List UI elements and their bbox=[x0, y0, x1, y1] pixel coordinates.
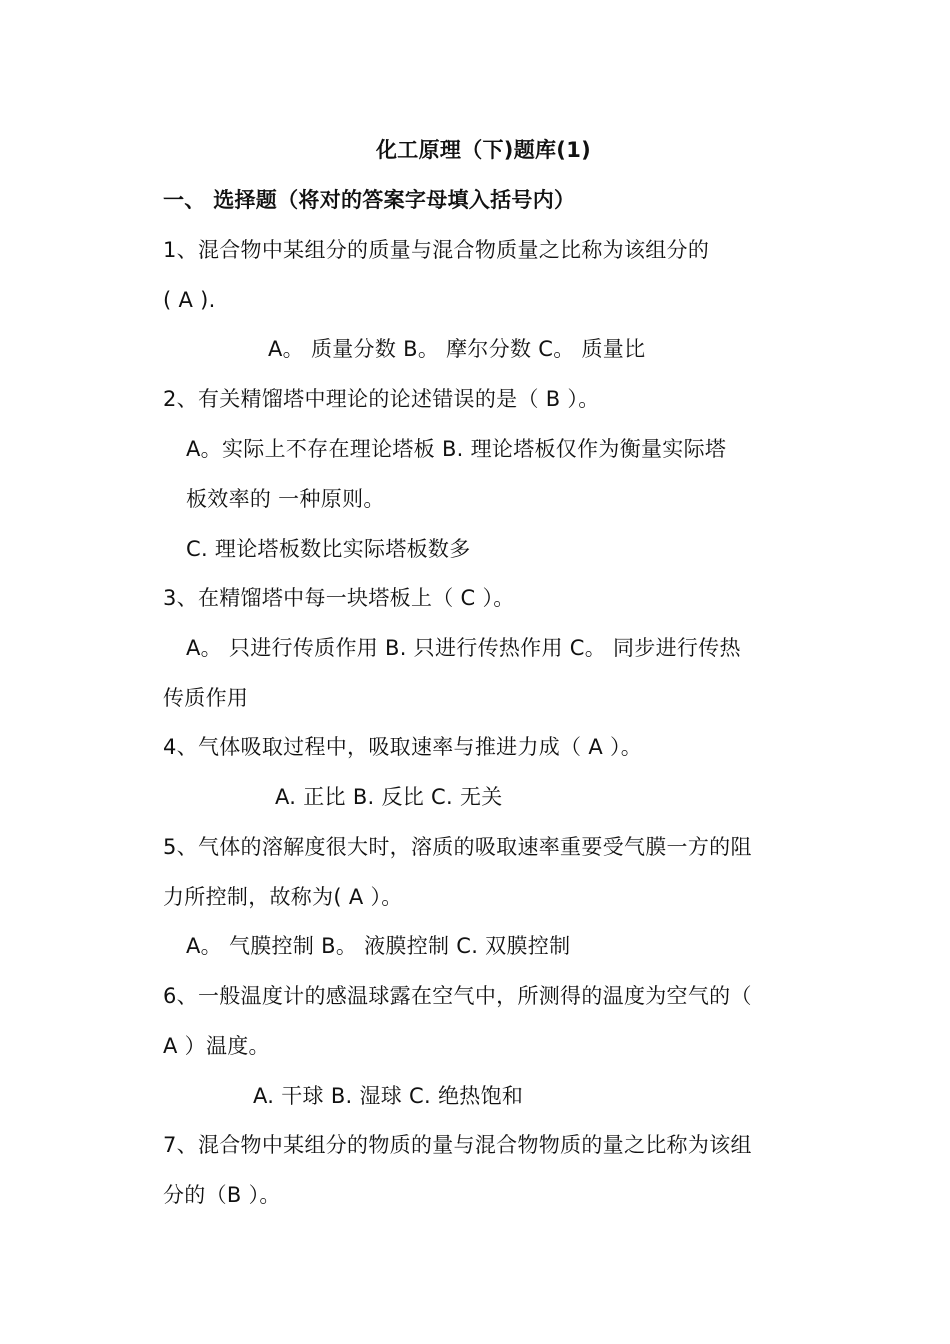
question-text: 力所控制，故称为( A ）。 bbox=[163, 885, 403, 909]
question-text: 6、一般温度计的感温球露在空气中，所测得的温度为空气的（ bbox=[163, 984, 752, 1008]
question-text: A ）温度。 bbox=[163, 1034, 270, 1058]
answer-options: A。实际上不存在理论塔板 B. 理论塔板仅作为衡量实际塔 bbox=[186, 437, 727, 461]
answer-options: 板效率的 一种原则。 bbox=[186, 487, 385, 511]
question-text: 分的（B ）。 bbox=[163, 1183, 281, 1207]
section-heading: 一、 选择题（将对的答案字母填入括号内） bbox=[163, 188, 576, 212]
answer-options: 传质作用 bbox=[163, 686, 249, 710]
answer-options: A。 质量分数 B。 摩尔分数 C。 质量比 bbox=[268, 337, 646, 361]
question-text: 3、在精馏塔中每一块塔板上（ C ）。 bbox=[163, 586, 515, 610]
question-text: 4、气体吸取过程中，吸取速率与推进力成（ A ）。 bbox=[163, 735, 643, 759]
answer-options: A。 只进行传质作用 B. 只进行传热作用 C。 同步进行传热 bbox=[186, 636, 741, 660]
question-text: ( A ). bbox=[163, 288, 216, 312]
answer-options: C. 理论塔板数比实际塔板数多 bbox=[186, 537, 471, 561]
question-text: 2、有关精馏塔中理论的论述错误的是（ B ）。 bbox=[163, 387, 600, 411]
question-text: 5、气体的溶解度很大时，溶质的吸取速率重要受气膜一方的阻 bbox=[163, 835, 752, 859]
answer-options: A. 干球 B. 湿球 C. 绝热饱和 bbox=[253, 1084, 524, 1108]
question-text: 1、混合物中某组分的质量与混合物质量之比称为该组分的 bbox=[163, 238, 710, 262]
document-title: 化工原理（下)题库(1) bbox=[376, 138, 592, 162]
answer-options: A。 气膜控制 B。 液膜控制 C. 双膜控制 bbox=[186, 934, 571, 958]
answer-options: A. 正比 B. 反比 C. 无关 bbox=[275, 785, 503, 809]
question-text: 7、混合物中某组分的物质的量与混合物物质的量之比称为该组 bbox=[163, 1133, 752, 1157]
